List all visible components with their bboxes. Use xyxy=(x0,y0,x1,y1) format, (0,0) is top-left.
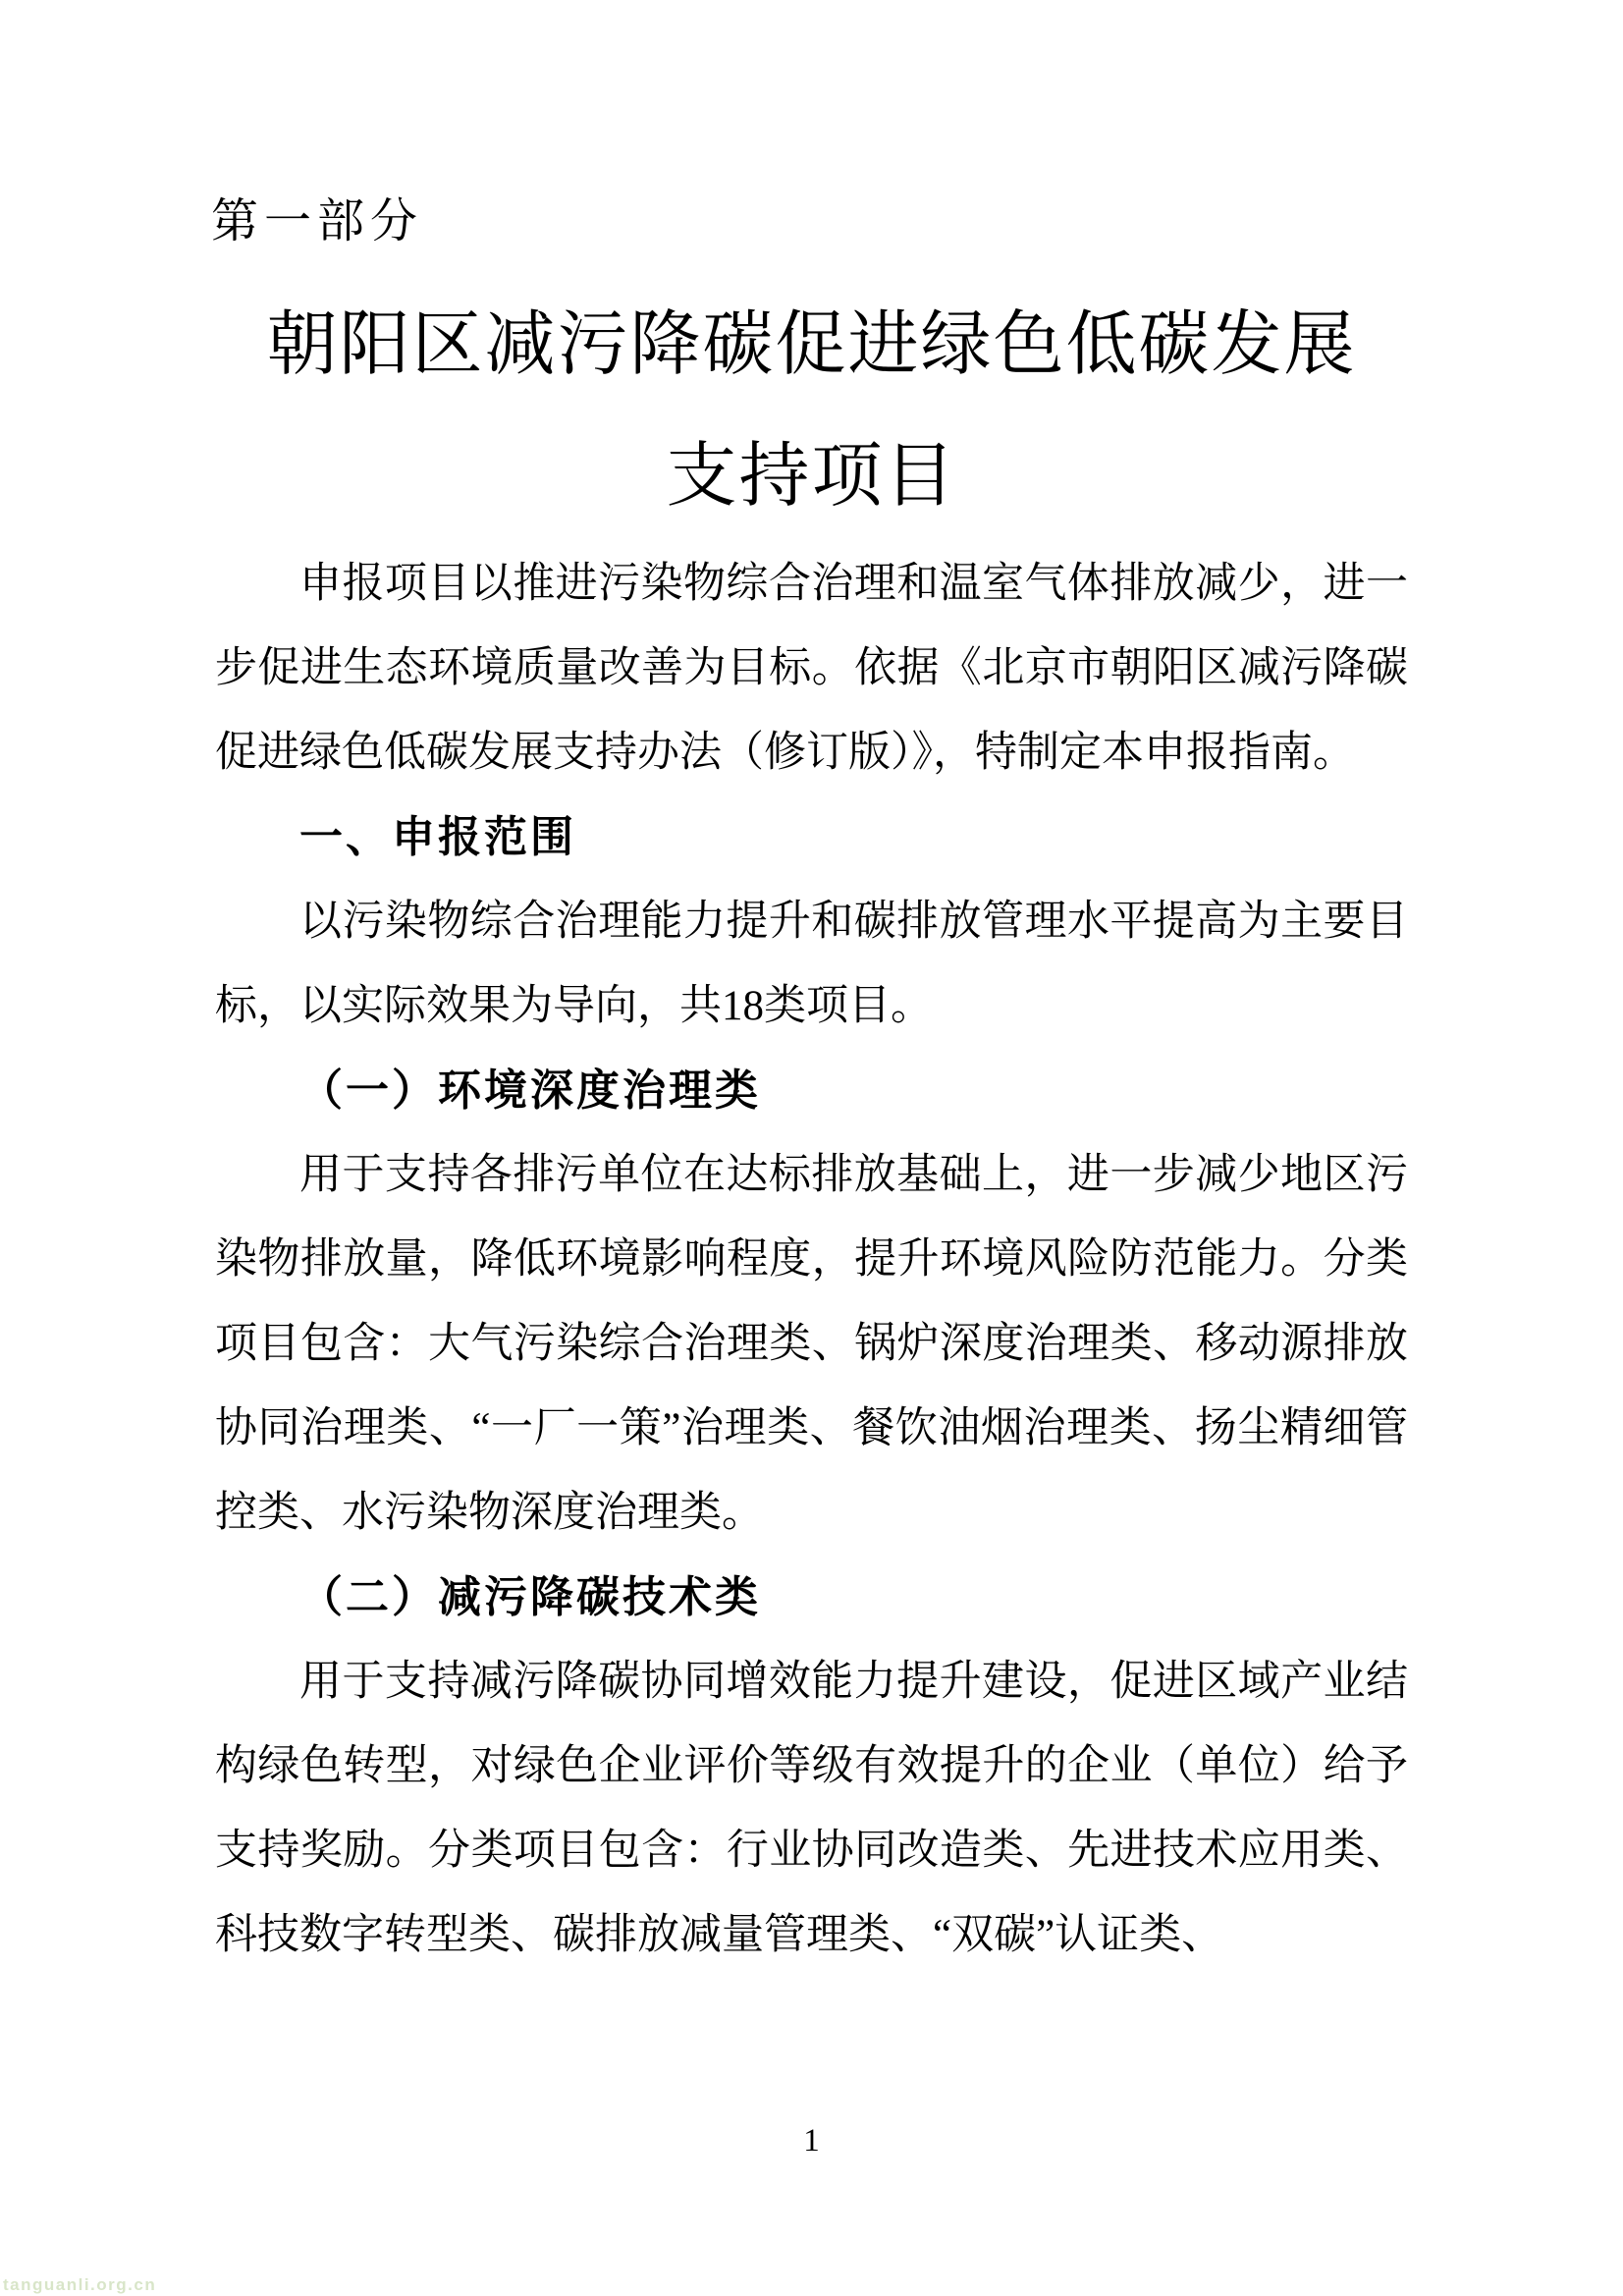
document-body xyxy=(0,542,1623,1978)
document-title-line-1: 朝阳区减污降碳促进绿色低碳发展 xyxy=(266,305,1357,384)
section-1-paragraph: 以污染物综合治理能力提升和碳排放管理水平提高为主要目标，以实际效果为导向，共18类项目。 xyxy=(215,899,1408,1029)
section-1-heading: 一、申报范围 xyxy=(299,813,576,861)
intro-paragraph: 申报项目以推进污染物综合治理和温室气体排放减少，进一步促进生态环境质量改善为目标。依据《北京市朝阳区减污降碳促进绿色低碳发展支持办法（修订版）》，特制定本申报指南。 xyxy=(215,561,1408,776)
subsection-1-paragraph: 用于支持各排污单位在达标排放基础上，进一步减少地区污染物排放量，降低环境影响程度，提升环境风险防范能力。分类项目包含：大气污染综合治理类、锅炉深度治理类、移动源排放协同治理类、“一厂一策”治理类、餐饮油烟治理类、扬尘精细管控类、水污染物深度治理类。 xyxy=(215,1152,1408,1536)
page-number: 1 xyxy=(803,2123,820,2159)
subsection-2-paragraph: 用于支持减污降碳协同增效能力提升建设，促进区域产业结构绿色转型，对绿色企业评价等级有效提升的企业（单位）给予支持奖励。分类项目包含：行业协同改造类、先进技术应用类、科技数字转型类、碳排放减量管理类、“双碳”认证类、 xyxy=(215,1659,1408,1958)
part-label: 第一部分 xyxy=(211,195,424,247)
document-title xyxy=(0,279,1623,542)
document-title-line-2: 支持项目 xyxy=(666,437,957,516)
subsection-1-heading: （一）环境深度治理类 xyxy=(299,1066,761,1115)
subsection-2-heading: （二）减污降碳技术类 xyxy=(299,1573,761,1621)
watermark: tanguanli.org.cn xyxy=(3,2275,157,2294)
